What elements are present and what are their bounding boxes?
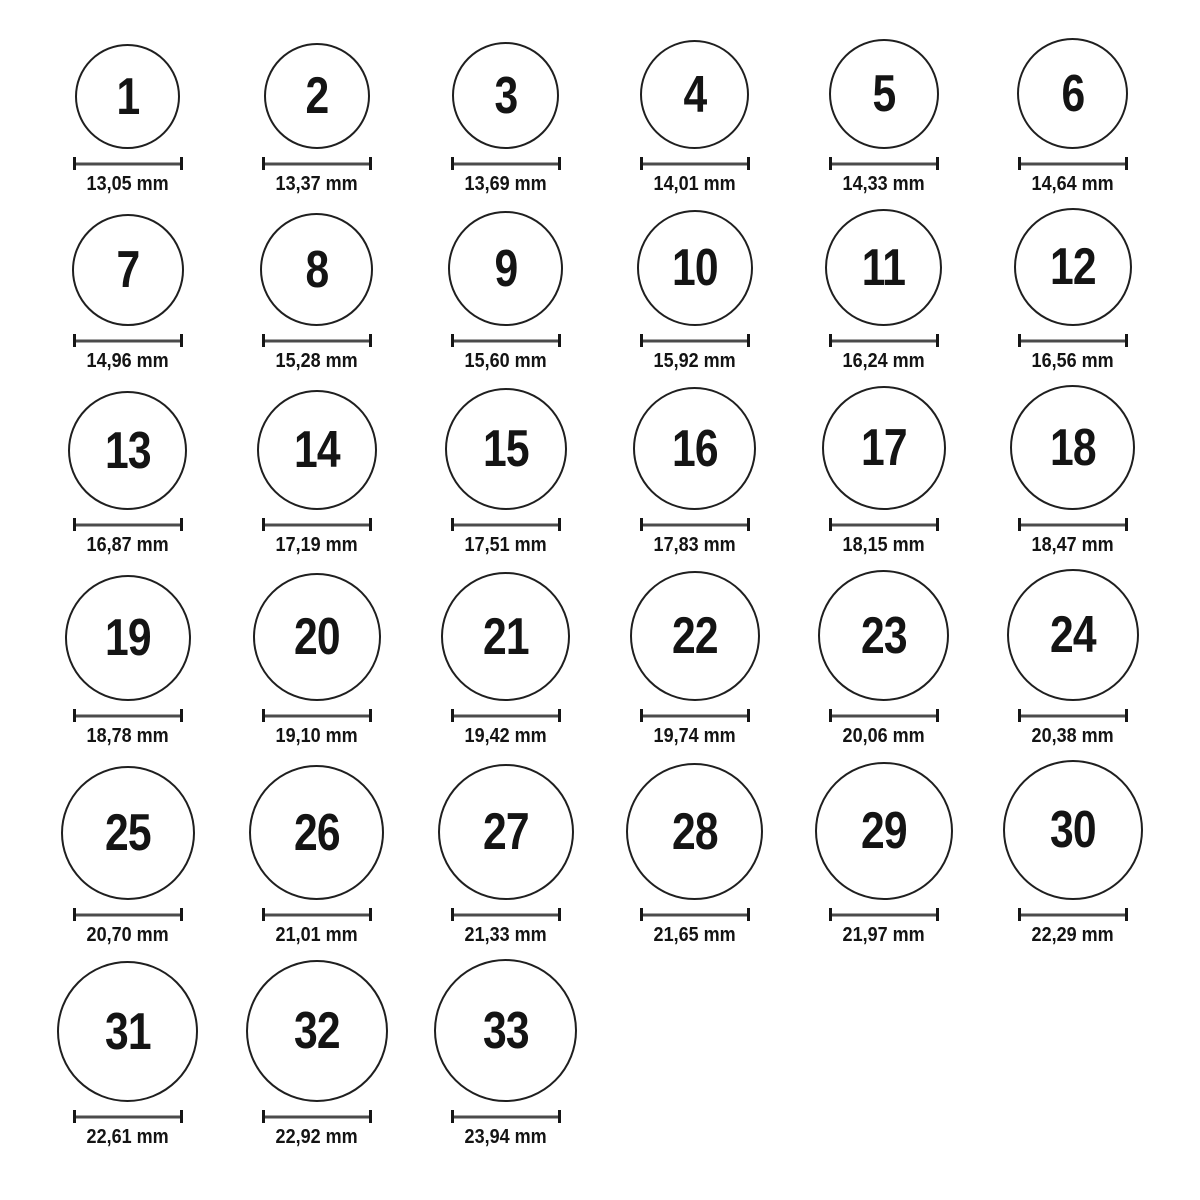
ring-circle [260,213,373,326]
diameter-label-text: 21,33 mm [464,924,547,946]
ring-size-cell [789,386,978,557]
diameter-measure-line [829,157,939,170]
ring-circle [445,388,567,510]
diameter-label-text: 15,28 mm [275,350,358,372]
diameter-label-text: 15,60 mm [464,350,547,372]
diameter-label-text: 17,51 mm [464,534,547,556]
diameter-label-text: 13,37 mm [275,173,358,195]
diameter-label-text: 16,24 mm [842,350,925,372]
diameter-measure-line [829,709,939,722]
diameter-label [838,349,929,373]
ring-size-number: 19 [104,609,151,667]
diameter-label [271,724,362,748]
diameter-label [82,172,173,196]
ring-circle [68,391,187,510]
diameter-label-text: 21,97 mm [842,924,925,946]
ring-size-cell [600,763,789,947]
diameter-measure-line [829,518,939,531]
ring-circle [825,209,942,326]
ring-size-number: 21 [482,607,529,666]
ring-size-cell [789,39,978,196]
diameter-label [1027,533,1118,557]
diameter-measure-line [262,518,372,531]
ring-size-number: 5 [872,65,895,123]
diameter-measure-line [640,518,750,531]
diameter-label-text: 16,87 mm [86,534,169,556]
diameter-label [82,724,173,748]
diameter-label [1027,349,1118,373]
diameter-label [271,923,362,947]
diameter-label-text: 14,64 mm [1031,173,1114,195]
diameter-measure-line [73,518,183,531]
ring-size-cell [978,385,1167,557]
diameter-label-text: 19,42 mm [464,725,547,747]
ring-size-number: 14 [293,421,340,479]
ring-circle [264,43,370,149]
diameter-label [271,172,362,196]
diameter-label [649,724,740,748]
ring-circle [640,40,749,149]
diameter-label [82,923,173,947]
ring-size-number: 25 [104,804,151,862]
ring-size-cell [411,572,600,748]
diameter-measure-line [451,908,561,921]
diameter-label-text: 14,01 mm [653,173,736,195]
diameter-measure-line [262,908,372,921]
diameter-measure-line [262,157,372,170]
ring-size-cell [600,387,789,557]
diameter-measure-line [640,334,750,347]
ring-circle [438,764,574,900]
ring-size-cell [33,391,222,557]
ring-circle [253,573,381,701]
ring-size-number: 18 [1049,418,1096,477]
ring-size-number: 29 [860,802,907,860]
diameter-label-text: 18,15 mm [842,534,925,556]
ring-circle [57,961,198,1102]
ring-size-cell [222,43,411,196]
diameter-label-text: 20,70 mm [86,924,169,946]
diameter-label [82,533,173,557]
ring-size-number: 15 [482,420,529,478]
ring-size-number: 23 [860,606,907,665]
diameter-measure-line [829,908,939,921]
ring-size-cell [600,210,789,373]
ring-circle [630,571,760,701]
diameter-measure-line [1018,334,1128,347]
ring-circle [441,572,570,701]
ring-circle [633,387,756,510]
ring-circle [448,211,563,326]
ring-circle [257,390,377,510]
ring-size-number: 2 [305,67,328,125]
diameter-label-text: 13,05 mm [86,173,169,195]
diameter-label [460,533,551,557]
diameter-label-text: 15,92 mm [653,350,736,372]
chart-row [33,208,1167,373]
diameter-label [838,724,929,748]
diameter-label [1027,724,1118,748]
diameter-label [460,349,551,373]
ring-size-cell [33,214,222,373]
diameter-measure-line [640,157,750,170]
diameter-measure-line [1018,908,1128,921]
ring-size-cell [978,208,1167,373]
diameter-measure-line [262,709,372,722]
ring-size-number: 8 [305,240,328,299]
diameter-label [460,172,551,196]
ring-size-number: 30 [1049,801,1096,859]
ring-size-number: 7 [116,241,139,299]
diameter-measure-line [640,709,750,722]
ring-size-number: 22 [671,607,718,665]
diameter-label [838,533,929,557]
diameter-label [649,923,740,947]
ring-size-number: 16 [671,419,718,478]
diameter-label [838,172,929,196]
ring-circle [72,214,184,326]
ring-size-number: 10 [671,239,718,297]
ring-size-cell [222,960,411,1149]
ring-size-number: 12 [1049,238,1096,296]
ring-size-cell [222,765,411,947]
diameter-measure-line [451,157,561,170]
ring-size-cell [789,209,978,373]
ring-circle [434,959,577,1102]
ring-circle [637,210,753,326]
diameter-label [460,1125,551,1149]
ring-size-number: 27 [482,803,529,861]
ring-size-number: 28 [671,802,718,861]
ring-size-cell [600,571,789,748]
chart-row [33,959,1167,1149]
diameter-measure-line [451,518,561,531]
diameter-measure-line [262,1110,372,1123]
chart-row [33,569,1167,748]
diameter-label [271,349,362,373]
diameter-label-text: 21,65 mm [653,924,736,946]
ring-circle [65,575,191,701]
diameter-label-text: 21,01 mm [275,924,358,946]
ring-circle [452,42,559,149]
diameter-label-text: 17,83 mm [653,534,736,556]
ring-size-cell [600,40,789,196]
ring-size-number: 32 [293,1002,340,1060]
ring-circle [818,570,949,701]
ring-circle [1007,569,1139,701]
diameter-measure-line [451,334,561,347]
ring-size-number: 13 [104,421,151,480]
ring-size-cell [33,961,222,1149]
diameter-measure-line [73,1110,183,1123]
ring-circle [1010,385,1135,510]
diameter-measure-line [262,334,372,347]
diameter-label [1027,172,1118,196]
ring-circle [61,766,195,900]
diameter-label-text: 22,92 mm [275,1126,358,1148]
ring-circle [75,44,180,149]
ring-size-number: 20 [293,608,340,666]
diameter-label [838,923,929,947]
diameter-label [82,1125,173,1149]
diameter-label [649,533,740,557]
ring-size-number: 3 [494,66,517,125]
diameter-label-text: 18,47 mm [1031,534,1114,556]
diameter-measure-line [640,908,750,921]
diameter-measure-line [451,709,561,722]
diameter-measure-line [73,908,183,921]
diameter-measure-line [73,334,183,347]
ring-size-cell [33,766,222,947]
diameter-measure-line [451,1110,561,1123]
ring-circle [1003,760,1143,900]
diameter-label [460,923,551,947]
diameter-measure-line [1018,518,1128,531]
diameter-label [82,349,173,373]
diameter-label-text: 20,06 mm [842,725,925,747]
ring-circle [1014,208,1132,326]
diameter-label-text: 16,56 mm [1031,350,1114,372]
ring-size-cell [411,388,600,557]
ring-size-cell [789,762,978,947]
ring-size-number: 9 [494,239,517,298]
ring-size-cell [33,44,222,196]
ring-circle [249,765,384,900]
diameter-measure-line [73,157,183,170]
ring-size-number: 31 [104,1002,151,1061]
ring-size-cell [222,573,411,748]
ring-size-number: 1 [116,67,139,126]
ring-size-number: 26 [293,803,340,862]
diameter-label [271,1125,362,1149]
diameter-label-text: 18,78 mm [86,725,169,747]
ring-circle [829,39,939,149]
diameter-label [1027,923,1118,947]
ring-size-number: 17 [860,419,907,477]
chart-row [33,385,1167,557]
diameter-label [649,349,740,373]
ring-size-number: 6 [1061,64,1084,123]
diameter-label-text: 19,10 mm [275,725,358,747]
diameter-label-text: 20,38 mm [1031,725,1114,747]
ring-size-cell [978,569,1167,748]
ring-circle [246,960,388,1102]
diameter-label [460,724,551,748]
ring-circle [815,762,953,900]
diameter-measure-line [829,334,939,347]
ring-circle [626,763,763,900]
diameter-measure-line [73,709,183,722]
ring-size-number: 11 [861,238,906,297]
ring-size-cell [411,764,600,947]
diameter-measure-line [1018,157,1128,170]
ring-size-cell [33,575,222,748]
ring-size-cell [411,211,600,373]
diameter-label [271,533,362,557]
diameter-label-text: 19,74 mm [653,725,736,747]
diameter-label-text: 17,19 mm [275,534,358,556]
ring-size-cell [789,570,978,748]
ring-circle [822,386,946,510]
diameter-label-text: 13,69 mm [464,173,547,195]
diameter-measure-line [1018,709,1128,722]
ring-size-cell [222,213,411,373]
chart-row [33,760,1167,947]
diameter-label-text: 14,33 mm [842,173,925,195]
ring-size-number: 4 [683,65,706,124]
ring-size-cell [978,760,1167,947]
ring-size-cell [978,38,1167,196]
diameter-label-text: 22,29 mm [1031,924,1114,946]
ring-circle [1017,38,1128,149]
diameter-label [649,172,740,196]
chart-row [33,38,1167,196]
diameter-label-text: 22,61 mm [86,1126,169,1148]
ring-size-cell [411,42,600,196]
diameter-label-text: 14,96 mm [86,350,169,372]
ring-size-cell [411,959,600,1149]
ring-size-number: 33 [482,1001,529,1060]
ring-size-cell [222,390,411,557]
ring-size-number: 24 [1049,606,1096,664]
diameter-label-text: 23,94 mm [464,1126,547,1148]
